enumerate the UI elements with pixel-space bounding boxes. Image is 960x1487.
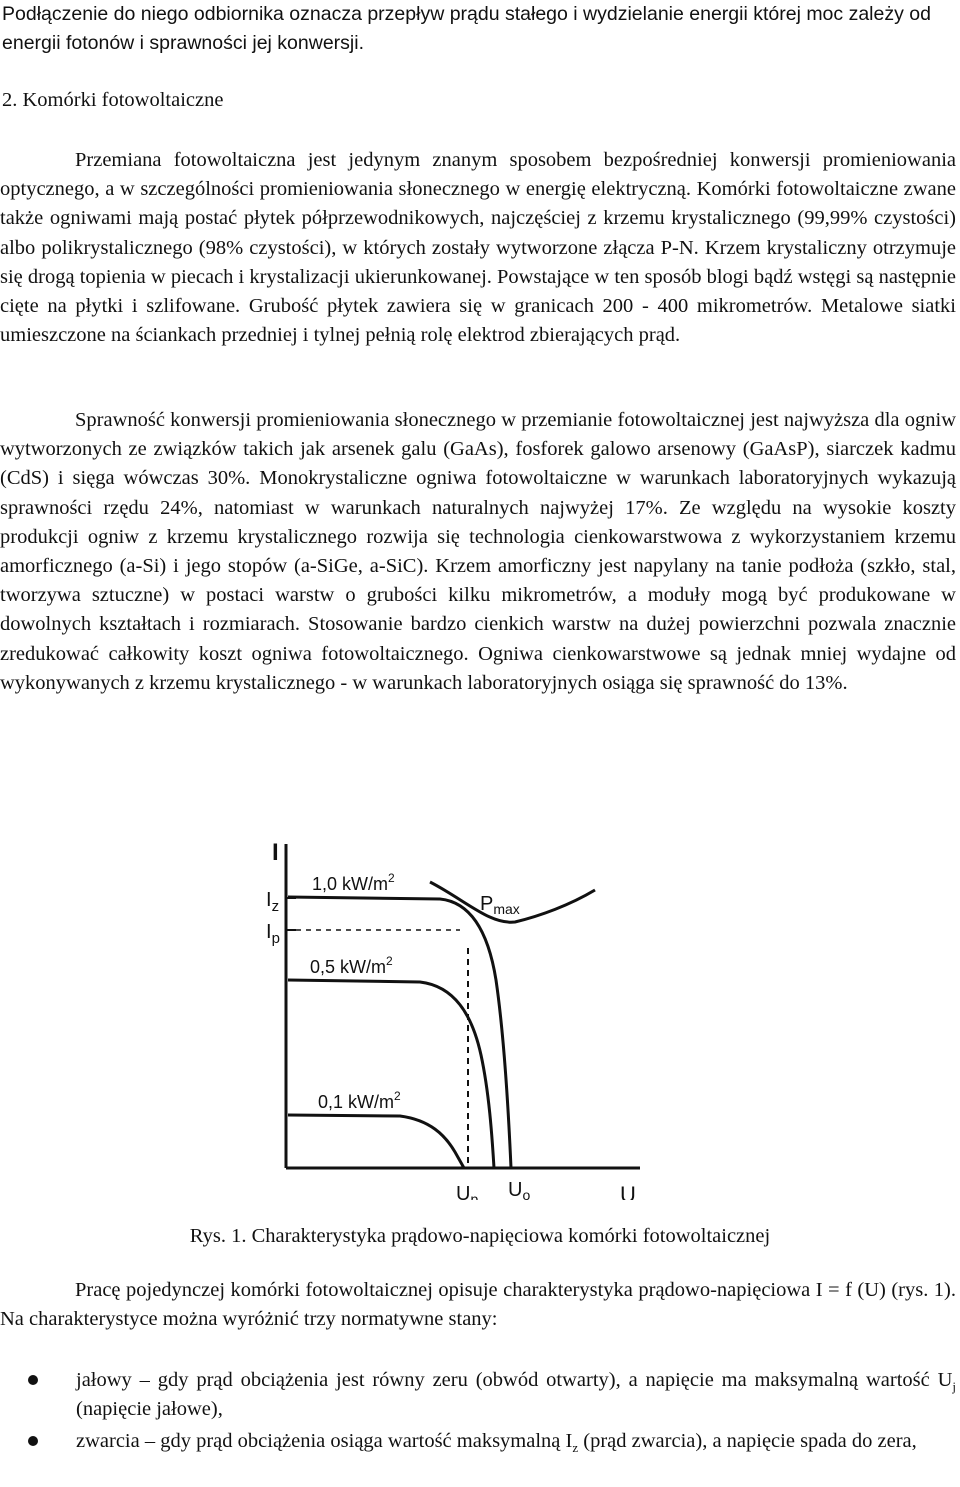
- list-item-text: zwarcia – gdy prąd obciążenia osiąga wartość maksymalną I: [76, 1430, 573, 1453]
- list-item-subscript: z: [572, 1440, 579, 1456]
- list-item: [0, 1427, 956, 1456]
- paragraph-conversion-efficiency: Sprawność konwersji promieniowania słonecznego w przemianie fotowoltaicznej jest najwyższa dla ogniw wytworzonych ze związków takich jak arsenek galu (GaAs), fosforek galowo arsenowy (GaAsP), siarczek kadmu (CdS) i sięga wówczas 30%. Monokrystaliczne ogniwa fotowoltaiczne w warunkach laboratoryjnych wykazują sprawności rzędu 24%, natomiast w warunkach naturalnych najwyżej 17%. Ze względu na wysokie koszty produkcji ogniw z krzemu krystalicznego rozwija się technologia cienkowarstwowa z wykorzystaniem krzemu amorficznego (a-Si) i jego stopów (a-SiGe, a-SiC). Krzem amorficzny jest napylany na tanie podłoża (szkło, stal, tworzywa sztuczne) w postaci warstw o grubości kilku mikrometrów, a moduły mogą być produkowane w dowolnych kształtach i rozmiarach. Stosowanie bardzo cienkich warstw na dużej powierzchni pozwala znacznie zredukować całkowity koszt ogniwa fotowoltaicznego. Ogniwa cienkowarstwowe są jednak mniej wydajne od wykonywanych z krzemu krystalicznego - w warunkach laboratoryjnych osiąga się sprawność do 13%.: [0, 409, 956, 694]
- section-heading: 2. Komórki fotowoltaiczne: [2, 89, 224, 111]
- bullet-icon: [28, 1436, 38, 1446]
- iv-characteristic-diagram: [250, 830, 650, 1200]
- up-label: $U_p$: [456, 1183, 479, 1200]
- intro-paragraph: Podłączenie do niego odbiornika oznacza przepływ prądu stałego i wydzielanie energii której moc zależy od energii fotonów i sprawności jej konwersji.: [2, 3, 931, 55]
- curve-0-1: [288, 1115, 464, 1168]
- iv-characteristic-figure: [250, 830, 650, 1200]
- y-axis-label: I: [272, 839, 279, 866]
- label-0-5-kw: 0,5 $kW/m^2$: [310, 954, 393, 977]
- label-1-0-kw: 1,0 $kW/m^2$: [312, 871, 395, 894]
- uo-label: $U_o$: [508, 1179, 531, 1200]
- pmax-label: $P_{max}$: [480, 893, 520, 917]
- curve-0-5: [288, 980, 494, 1168]
- paragraph-photovoltaic-conversion: Przemiana fotowoltaiczna jest jedynym znanym sposobem bezpośredniej konwersji promieniowania optycznego, a w szczególności promieniowania słonecznego w energię elektryczną. Komórki fotowoltaiczne zwane także ogniwami mają postać płytek półprzewodnikowych, najczęściej z krzemu krystalicznego (99,99% czystości) albo polikrystalicznego (98% czystości), w których zostały wytworzone złącza P-N. Krzem krystaliczny otrzymuje się drogą topienia w piecach i krystalizacji ukierunkowanej. Powstające w ten sposób blogi bądź wstęgi są następnie cięte na płytki i szlifowane. Grubość płytek zawiera się w granicach 200 - 400 mikrometrów. Metalowe siatki umieszczone na ściankach przedniej i tylnej pełnią rolę elektrod zbierających prąd.: [0, 149, 956, 347]
- paragraph-iv-characteristic: Pracę pojedynczej komórki fotowoltaicznej opisuje charakterystyka prądowo-napięciowa I = f (U) (rys. 1). Na charakterystyce można wyróżnić trzy normatywne stany:: [0, 1279, 956, 1331]
- list-item-subscript: j: [952, 1379, 956, 1395]
- states-list: [0, 1366, 956, 1460]
- curve-1-0: [288, 897, 511, 1168]
- iz-label: $I_z$: [266, 889, 280, 915]
- x-axis-label: U: [620, 1182, 636, 1200]
- figure-caption: Rys. 1. Charakterystyka prądowo-napięciowa komórki fotowoltaicznej: [189, 1225, 771, 1247]
- list-item-tail: (napięcie jałowe),: [76, 1398, 223, 1421]
- list-item-text: jałowy – gdy prąd obciążenia jest równy zeru (obwód otwarty), a napięcie ma maksymalną wartość U: [76, 1369, 953, 1391]
- ip-label: $I_p$: [266, 921, 280, 947]
- label-0-1-kw: 0,1 $kW/m^2$: [318, 1089, 401, 1112]
- list-item-tail: (prąd zwarcia), a napięcie spada do zera,: [578, 1430, 917, 1453]
- bullet-icon: [28, 1375, 38, 1385]
- list-item: [0, 1366, 956, 1424]
